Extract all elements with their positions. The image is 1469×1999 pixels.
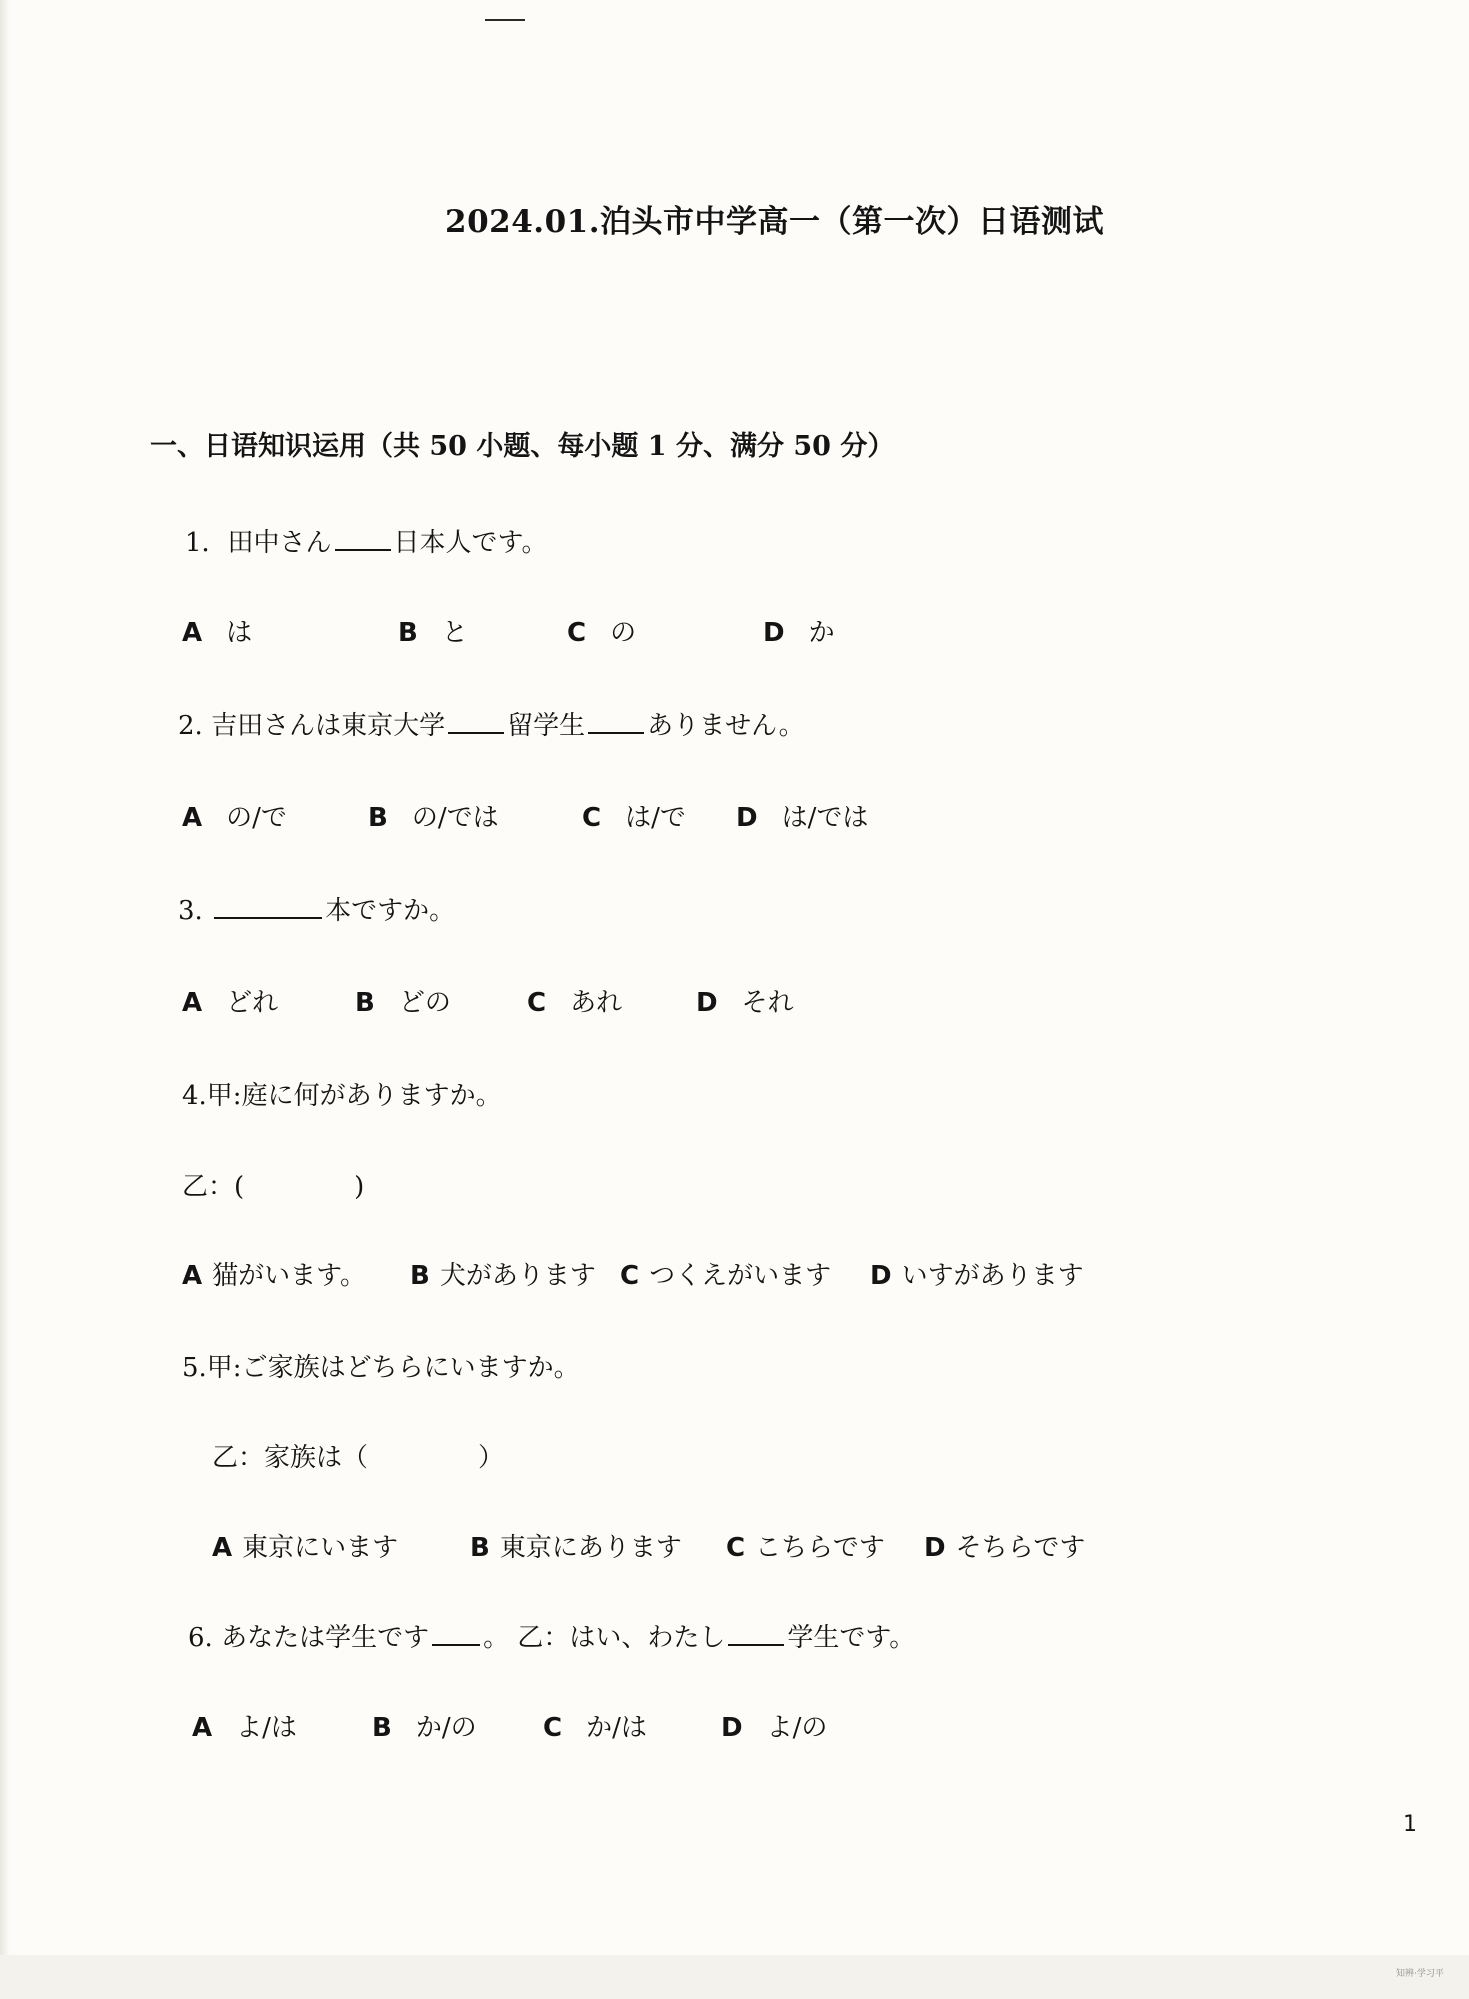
answer-blank (335, 548, 391, 551)
option-letter: B (368, 803, 388, 833)
option-3b (355, 982, 451, 1019)
answer-blank (432, 1643, 480, 1646)
option-letter: B (355, 988, 375, 1018)
reply-close: ) (354, 1172, 365, 1202)
option-letter: B (410, 1261, 430, 1291)
question-5-reply (212, 1437, 504, 1474)
answer-blank (728, 1643, 784, 1646)
question-text: 1．田中さん (185, 528, 332, 558)
option-letter: D (870, 1261, 892, 1291)
option-1c (567, 612, 636, 649)
option-text: 猫がいます。 (212, 1261, 367, 1291)
option-letter: C (567, 618, 587, 648)
option-text: は/では (781, 803, 869, 833)
option-2d (736, 797, 868, 834)
option-text: そちらです (955, 1533, 1086, 1563)
option-letter: D (763, 618, 785, 648)
question-5: 5.甲:ご家族はどちらにいますか。 (182, 1353, 580, 1383)
option-3a (182, 982, 278, 1019)
option-letter: D (721, 1713, 743, 1743)
question-text: 3. (178, 896, 212, 926)
top-mark (485, 19, 525, 21)
question-1 (185, 522, 547, 559)
option-3c (527, 982, 622, 1019)
option-text: よ/の (766, 1713, 828, 1743)
option-text: よ/は (236, 1713, 297, 1743)
question-text: ありません。 (647, 711, 805, 741)
option-2b (368, 797, 499, 834)
option-letter: C (582, 803, 602, 833)
scan-bottom-band (0, 1955, 1469, 1999)
question-text: 。 乙：はい、わたし (483, 1623, 726, 1653)
option-text: 東京にあります (499, 1533, 682, 1563)
option-text: どの (398, 988, 451, 1018)
option-1d (763, 612, 835, 649)
option-letter: C (620, 1261, 640, 1291)
option-letter: A (212, 1533, 233, 1563)
option-5a (212, 1527, 398, 1564)
option-4c (620, 1255, 831, 1292)
option-text: の/で (226, 803, 287, 833)
answer-blank (448, 731, 504, 734)
option-letter: B (398, 618, 418, 648)
reply-label: 乙：( (182, 1172, 245, 1202)
option-letter: A (192, 1713, 213, 1743)
option-text: 東京にいます (242, 1533, 399, 1563)
option-4b (410, 1255, 596, 1292)
option-letter: D (924, 1533, 946, 1563)
option-text: いすがあります (901, 1261, 1084, 1291)
question-4: 4.甲:庭に何がありますか。 (182, 1081, 502, 1111)
option-2a (182, 797, 287, 834)
question-text: 本ですか。 (325, 896, 456, 926)
option-letter: D (736, 803, 758, 833)
option-1a (182, 612, 252, 649)
option-text: あれ (570, 988, 623, 1018)
question-3 (178, 890, 455, 927)
option-letter: A (182, 618, 203, 648)
option-letter: C (726, 1533, 746, 1563)
question-4-reply (182, 1166, 364, 1203)
option-2c (582, 797, 686, 834)
option-text: の (610, 618, 637, 648)
question-text: 学生です。 (787, 1623, 916, 1653)
question-text: 2. 吉田さんは東京大学 (178, 711, 446, 741)
option-text: こちらです (755, 1533, 885, 1563)
option-letter: B (470, 1533, 490, 1563)
option-letter: A (182, 803, 203, 833)
question-text: 6. あなたは学生です (188, 1623, 430, 1653)
answer-blank (214, 916, 322, 919)
option-text: の/では (411, 803, 499, 833)
option-4a (182, 1255, 366, 1292)
option-3d (696, 982, 794, 1019)
option-5b (470, 1527, 682, 1564)
question-6 (188, 1617, 915, 1654)
question-text: 日本人です。 (393, 528, 548, 558)
watermark: 知辨·学习平 (1396, 1969, 1444, 1979)
option-6b (372, 1707, 477, 1744)
option-1b (398, 612, 468, 649)
option-letter: C (527, 988, 547, 1018)
option-6c (543, 1707, 647, 1744)
option-text: 犬があります (439, 1261, 596, 1291)
option-text: か (808, 618, 835, 648)
option-letter: B (372, 1713, 392, 1743)
option-letter: A (182, 1261, 203, 1291)
option-text: か/の (415, 1713, 477, 1743)
exam-title: 2024.01.泊头市中学高一（第一次）日语测试 (445, 204, 1105, 240)
scan-shadow (0, 0, 10, 1999)
option-5c (726, 1527, 885, 1564)
option-letter: A (182, 988, 203, 1018)
question-2 (178, 705, 805, 742)
option-6d (721, 1707, 827, 1744)
page-number: 1 (1403, 1812, 1417, 1837)
option-text: つくえがいます (649, 1261, 832, 1291)
reply-close: ） (478, 1443, 505, 1473)
question-text: 留学生 (507, 711, 586, 741)
option-text: それ (741, 988, 794, 1018)
section-heading: 一、日语知识运用（共 50 小题、每小题 1 分、满分 50 分） (150, 431, 895, 462)
option-text: どれ (226, 988, 279, 1018)
option-letter: D (696, 988, 718, 1018)
option-text: は (226, 618, 253, 648)
option-text: と (441, 618, 468, 648)
option-text: か/は (586, 1713, 647, 1743)
option-text: は/で (625, 803, 686, 833)
reply-label: 乙：家族は（ (212, 1443, 369, 1473)
option-letter: C (543, 1713, 563, 1743)
answer-blank (588, 731, 644, 734)
option-6a (192, 1707, 297, 1744)
option-5d (924, 1527, 1085, 1564)
option-4d (870, 1255, 1084, 1292)
